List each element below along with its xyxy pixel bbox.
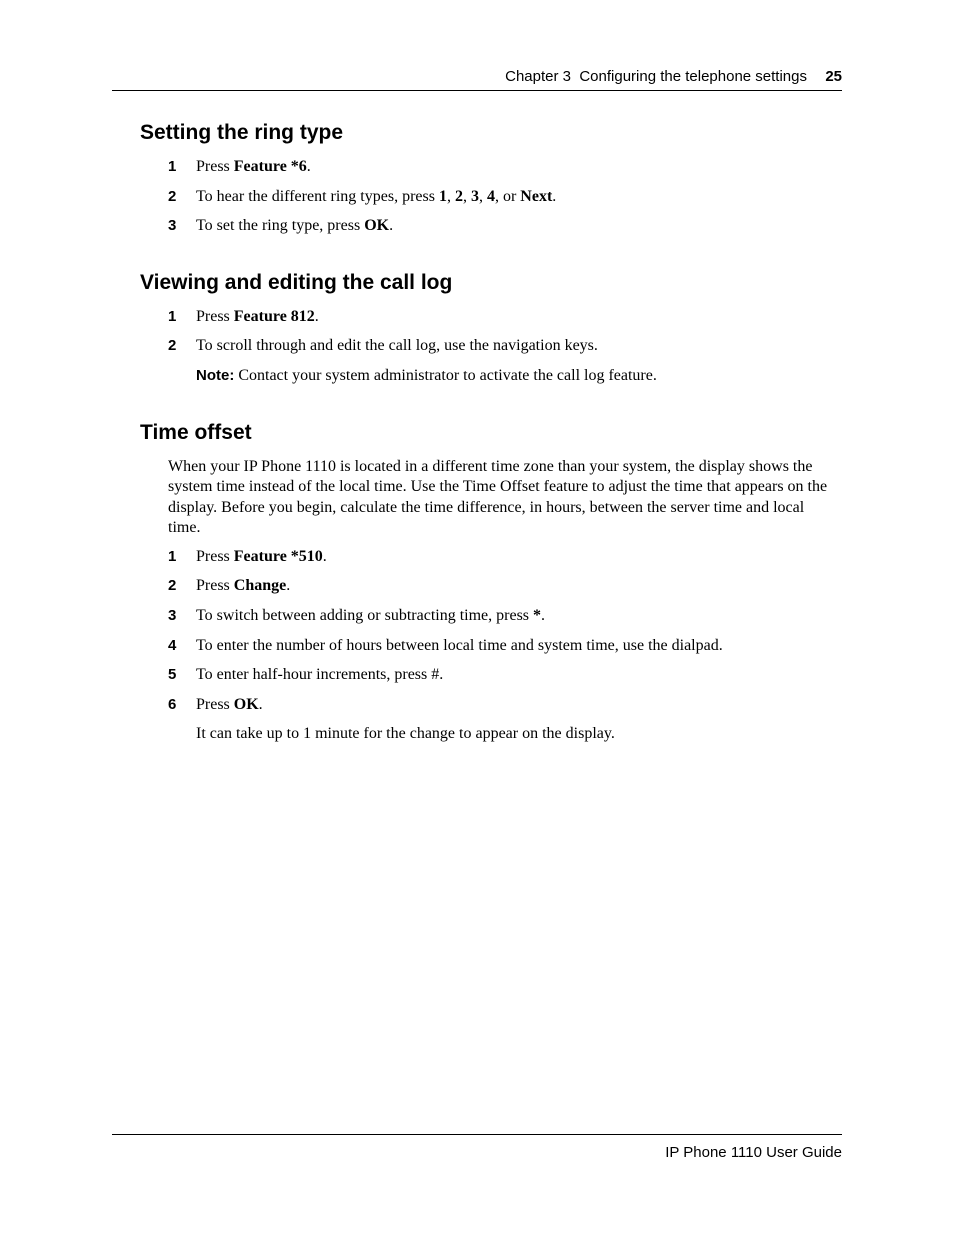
step-text: To scroll through and edit the call log, use the navigation keys. [196,337,598,354]
step-text: Press Change. [196,577,291,594]
step-text: Press Feature 812. [196,308,319,325]
step-number: 1 [168,308,177,325]
step-number: 2 [168,337,177,354]
step-text: To enter half-hour increments, press #. [196,666,444,683]
page-number: 25 [825,68,842,85]
note-text: Contact your system administrator to activate the call log feature. [234,367,657,384]
step-text: To switch between adding or subtracting time, press *. [196,607,546,624]
step-text: To hear the different ring types, press 1, 2, 3, 4, or Next. [196,188,557,205]
call-log-note [196,367,657,385]
footer-rule [112,1134,842,1135]
step-number: 3 [168,607,177,624]
footer-guide-title: IP Phone 1110 User Guide [665,1144,842,1161]
heading-time-offset: Time offset [140,421,252,444]
step-number: 4 [168,637,177,654]
page-header [112,66,842,91]
step-text: To enter the number of hours between local time and system time, use the dialpad. [196,637,723,654]
step-number: 1 [168,158,177,175]
time-offset-intro: When your IP Phone 1110 is located in a different time zone than your system, the display shows the system time instead of the local time. Use the Time Offset feature to adjust the time that appears on the display. Before you begin, calculate the time difference, in hours, between the server time and local time. [168,458,828,536]
note-label: Note: [196,367,235,384]
step-number: 2 [168,188,177,205]
heading-ring-type: Setting the ring type [140,121,344,144]
step-text: To set the ring type, press OK. [196,217,394,234]
step-number: 6 [168,696,177,713]
step-text: Press Feature *6. [196,158,311,175]
time-offset-after-text: It can take up to 1 minute for the change to appear on the display. [196,725,615,742]
step-number: 3 [168,217,177,234]
step-number: 5 [168,666,177,683]
step-text: Press OK. [196,696,263,713]
chapter-title: Chapter 3 Configuring the telephone settings [505,68,807,85]
heading-call-log: Viewing and editing the call log [140,271,453,294]
step-number: 2 [168,577,177,594]
step-number: 1 [168,548,177,565]
step-text: Press Feature *510. [196,548,327,565]
